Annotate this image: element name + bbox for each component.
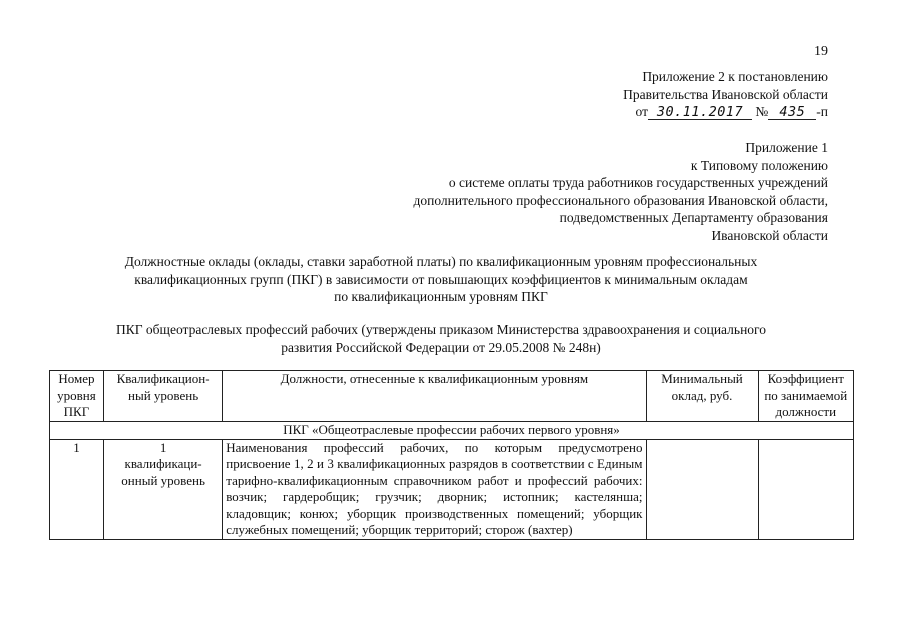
approval-line-1: Приложение 2 к постановлению: [642, 69, 828, 84]
approval-line-2: Правительства Ивановской области: [623, 86, 828, 102]
cell-qual-level: [103, 439, 222, 539]
group-title: ПКГ «Общеотраслевые профессии рабочих первого уровня»: [50, 421, 854, 439]
approval-block: [623, 68, 828, 121]
title-line-2: квалификационных групп (ПКГ) в зависимости от повышающих коэффициентов к минимальным окладам: [134, 271, 748, 287]
from-prefix: от: [635, 104, 648, 119]
page-number: 19: [814, 44, 828, 59]
table-row: [50, 439, 854, 539]
cell-level-no: 1: [50, 439, 104, 539]
qual-level-number: 1: [159, 439, 167, 455]
cell-coefficient: [758, 439, 853, 539]
appendix-line-4: дополнительного профессионального образования Ивановской области,: [413, 192, 828, 208]
cell-positions: Наименования профессий рабочих, по которым предусмотрено присвоение 1, 2 и 3 квалификационных разрядов в соответствии с Единым тарифно-квалификационным справочником работ и профессий рабочих: возчик; гардеробщик; грузчик; дворник; истопник; кастелянша; кладовщик; конюх; уборщик производственных помещений; уборщик служебных помещений; уборщик территорий; сторож (вахтер): [223, 439, 646, 539]
title-line-3: по квалификационным уровням ПКГ: [334, 289, 548, 304]
header-positions: Должности, отнесенные к квалификационным уровням: [223, 371, 646, 422]
header-coefficient: Коэффициент по занимаемой должности: [758, 371, 853, 422]
appendix-block: [414, 139, 829, 244]
appendix-line-1: Приложение 1: [745, 140, 828, 155]
subtitle-line-2: развития Российской Федерации от 29.05.2008 № 248н): [281, 339, 601, 355]
title-line-1: Должностные оклады (оклады, ставки заработной платы) по квалификационным уровням профессиональных: [124, 254, 758, 269]
appendix-line-2: к Типовому положению: [690, 157, 828, 173]
approval-line-3: [623, 103, 828, 121]
cell-min-salary: [646, 439, 758, 539]
appendix-line-3: о системе оплаты труда работников государственных учреждений: [448, 175, 828, 190]
group-row: [50, 421, 854, 439]
qual-level-text: квалификаци-онный уровень: [121, 456, 205, 488]
handwritten-date: 30.11.2017: [648, 105, 752, 120]
document-title: [40, 253, 842, 306]
header-level-no: Номер уровня ПКГ: [50, 371, 104, 422]
table-header-row: [50, 371, 854, 422]
number-prefix: №: [755, 104, 769, 119]
salary-table: [49, 370, 854, 540]
handwritten-number: 435: [768, 105, 816, 120]
number-suffix: -п: [816, 104, 828, 119]
subtitle-line-1: ПКГ общеотраслевых профессий рабочих (утверждены приказом Министерства здравоохранения и социального: [116, 322, 766, 337]
appendix-line-6: Ивановской области: [711, 227, 828, 243]
appendix-line-5: подведомственных Департаменту образования: [559, 210, 828, 225]
section-title: [40, 321, 842, 356]
header-min-salary: Минимальный оклад, руб.: [646, 371, 758, 422]
header-qual-level: Квалификацион-ный уровень: [103, 371, 222, 422]
